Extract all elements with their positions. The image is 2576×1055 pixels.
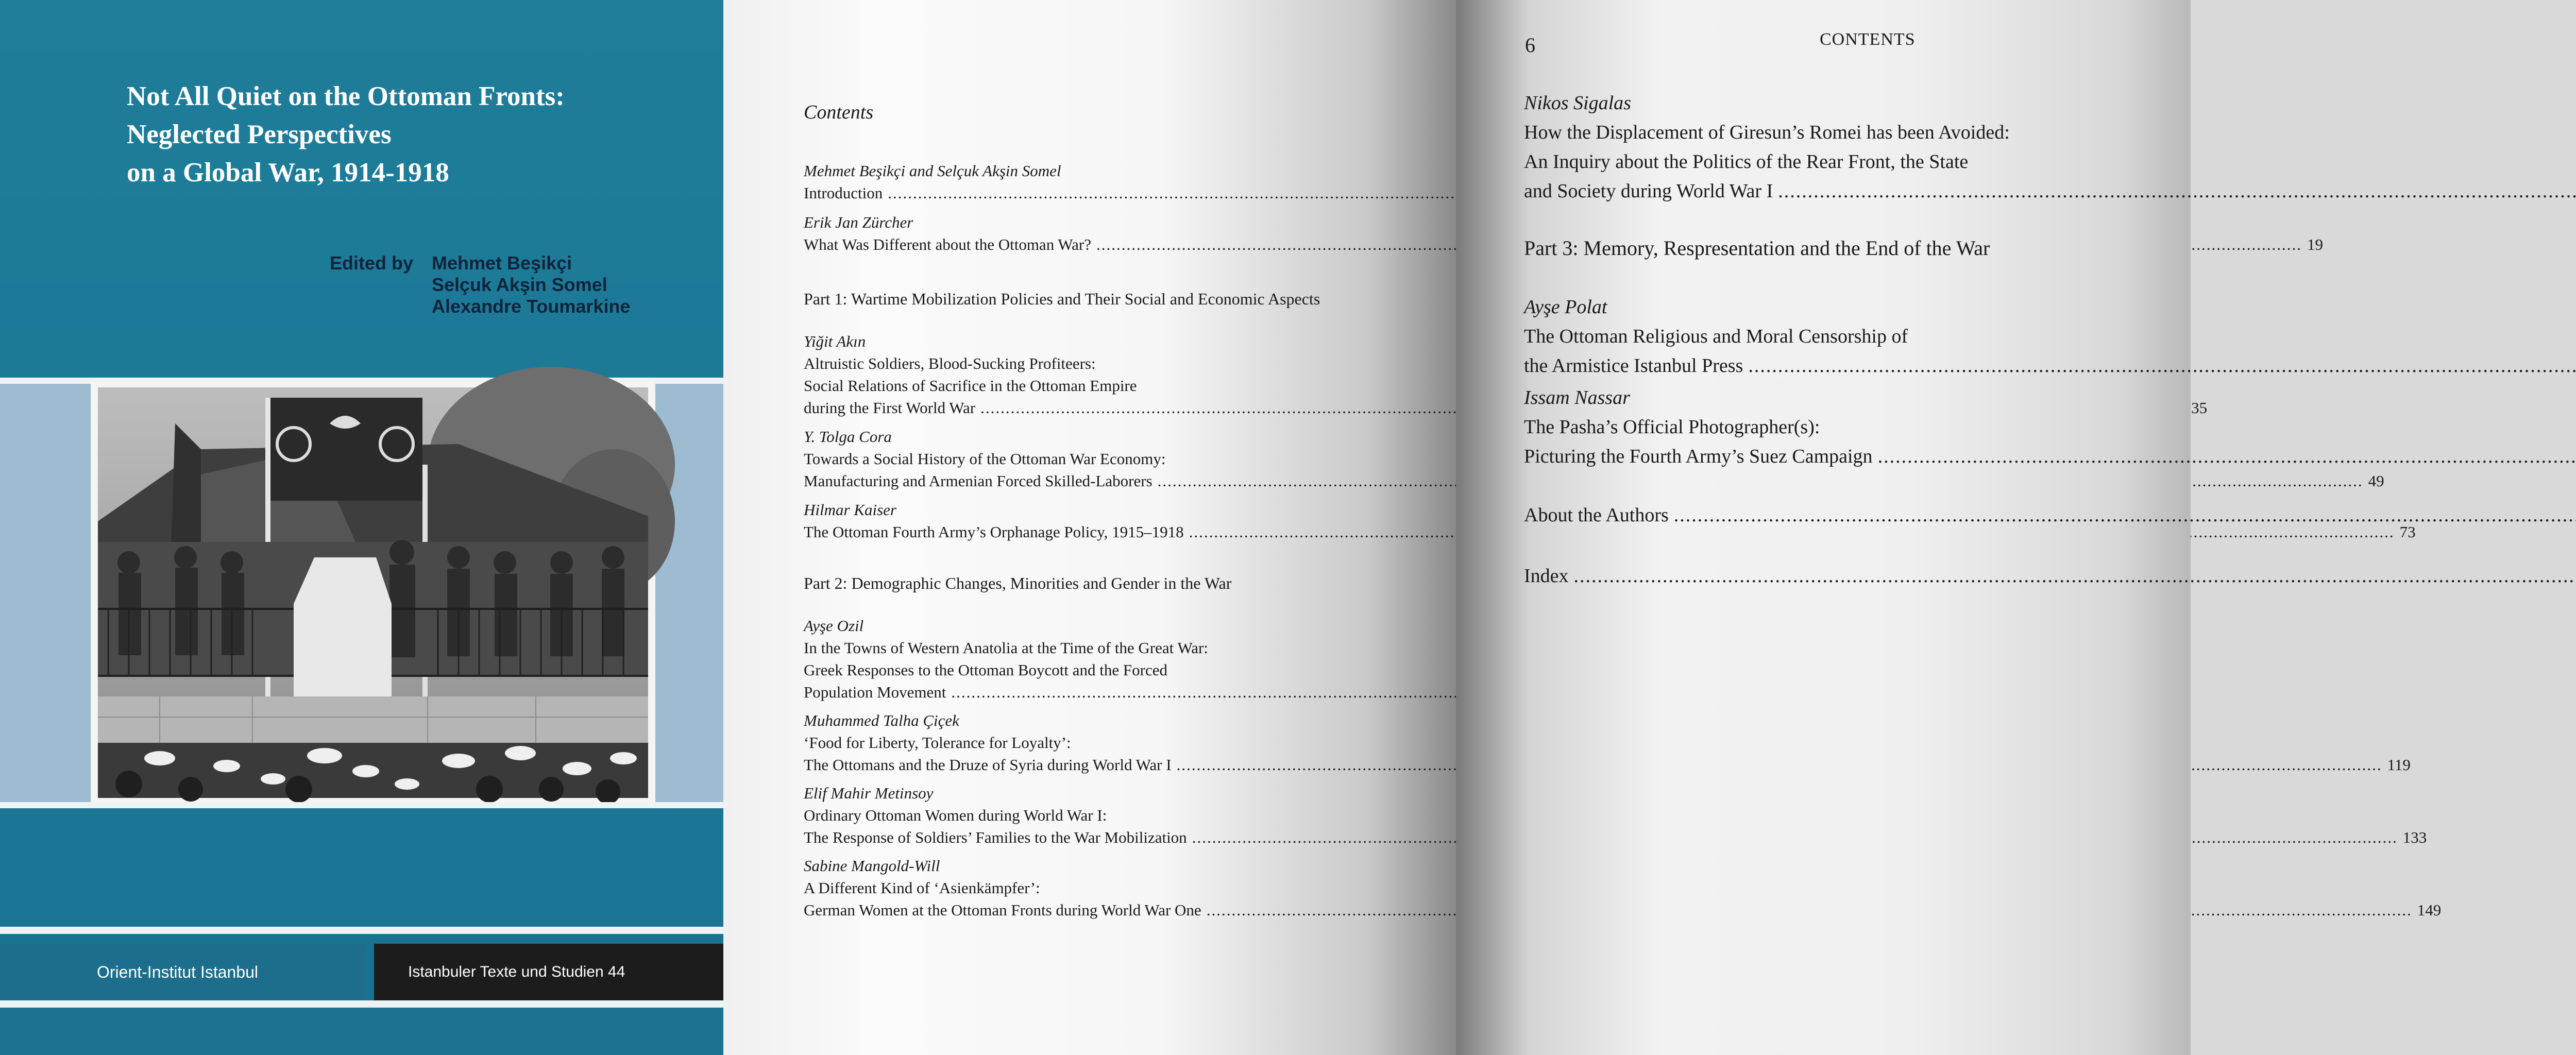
toc-entry: [1524, 293, 2175, 381]
cover-title: [127, 77, 693, 192]
toc-author: Hilmar Kaiser: [804, 501, 896, 519]
part-heading: Part 1: Wartime Mobilization Policies and Their Social and Economic Aspects: [804, 290, 1320, 308]
toc-title-line: A Different Kind of ‘Asienkämpfer’:: [804, 879, 1040, 897]
editor-name: Alexandre Toumarkine: [432, 296, 631, 317]
toc-title: the Armistice Istanbul Press: [1524, 355, 1743, 377]
toc-entry: [1524, 501, 2175, 530]
toc-author: Elif Mahir Metinsoy: [804, 784, 934, 802]
toc-page-right: [1456, 0, 2191, 1055]
page-number: 6: [1525, 33, 1535, 57]
toc-title-line: ‘Food for Liberty, Tolerance for Loyalty’:: [804, 734, 1071, 752]
toc-author: Sabine Mangold-Will: [804, 857, 940, 875]
dot-leader: [1748, 351, 2576, 381]
publisher-name: Orient-Institut Istanbul: [97, 962, 259, 981]
editor-name: Mehmet Beşikçi: [432, 252, 572, 274]
dot-leader: [1878, 442, 2576, 471]
edited-by-label: Edited by: [330, 252, 414, 274]
photo-image: [98, 387, 648, 798]
toc-title: Index: [1524, 565, 1569, 587]
editor-list: [432, 252, 630, 317]
toc-title: Introduction: [804, 184, 883, 202]
cover-bottom-band: [0, 1008, 723, 1055]
part-heading: Part 3: Memory, Respresentation and the End of the War: [1524, 236, 1990, 260]
toc-page-number: 133: [2402, 828, 2427, 846]
part-heading: Part 2: Demographic Changes, Minorities and Gender in the War: [804, 574, 1232, 592]
contents-heading: Contents: [804, 101, 874, 123]
toc-title-line: In the Towns of Western Anatolia at the Time of the Great War:: [804, 639, 1208, 657]
toc-entry: [1524, 383, 2175, 471]
cover-stripe: [0, 802, 723, 808]
toc-author: Ayşe Polat: [1524, 296, 1607, 318]
toc-author: Ayşe Ozil: [804, 617, 864, 635]
toc-page-number: 119: [2387, 756, 2411, 774]
toc-author: Nikos Sigalas: [1524, 92, 1631, 114]
toc-author: Erik Jan Zürcher: [804, 213, 913, 231]
cover-title-line: Neglected Perspectives: [127, 120, 392, 149]
toc-title-line: How the Displacement of Giresun’s Romei has been Avoided:: [1524, 122, 2010, 143]
toc-title: The Ottomans and the Druze of Syria during World War I: [804, 756, 1172, 774]
toc-page-number: 149: [2417, 901, 2442, 919]
toc-title: and Society during World War I: [1524, 180, 1773, 202]
toc-title: German Women at the Ottoman Fronts during World War One: [804, 901, 1201, 919]
series-name: Istanbuler Texte und Studien 44: [408, 963, 625, 980]
dot-leader: [1674, 501, 2576, 530]
cover-lower-band: [0, 808, 723, 927]
toc-title: during the First World War: [804, 399, 976, 417]
toc-entry: [1524, 89, 2175, 206]
dot-leader: [1778, 177, 2576, 206]
running-header: CONTENTS: [1820, 30, 1916, 49]
toc-title: What Was Different about the Ottoman War?: [804, 235, 1091, 253]
toc-page-number: 73: [2399, 523, 2416, 541]
toc-title-line: Greek Responses to the Ottoman Boycott and the Forced: [804, 661, 1167, 679]
toc-title: Picturing the Fourth Army’s Suez Campaign: [1524, 446, 1873, 467]
cover-title-line: on a Global War, 1914-1918: [127, 158, 449, 188]
dot-leader: [1574, 561, 2576, 591]
toc-title-line: Altruistic Soldiers, Blood-Sucking Profiteers:: [804, 354, 1096, 372]
toc-author: Issam Nassar: [1524, 387, 1630, 409]
toc-title-line: An Inquiry about the Politics of the Rear Front, the State: [1524, 151, 1969, 173]
cover-band: [0, 934, 723, 944]
editor-name: Selçuk Akşin Somel: [432, 274, 607, 295]
toc-author: Yiğit Akın: [804, 332, 866, 350]
toc-author: Mehmet Beşikçi and Selçuk Akşin Somel: [804, 162, 1061, 180]
toc-title: Manufacturing and Armenian Forced Skilled-Laborers: [804, 472, 1153, 490]
toc-title-line: Towards a Social History of the Ottoman War Economy:: [804, 450, 1166, 468]
cover-stripe: [0, 927, 723, 934]
toc-title: The Ottoman Fourth Army’s Orphanage Policy, 1915–1918: [804, 523, 1184, 541]
toc-title-line: The Pasha’s Official Photographer(s):: [1524, 416, 1820, 438]
series-box: [374, 944, 723, 1000]
toc-title-line: The Ottoman Religious and Moral Censorship of: [1524, 326, 1908, 347]
cover-stripe: [0, 1000, 723, 1008]
book-cover: [0, 0, 723, 1055]
toc-title-line: Ordinary Ottoman Women during World War I:: [804, 806, 1107, 824]
toc-title: The Response of Soldiers’ Families to the War Mobilization: [804, 828, 1187, 846]
toc-author: Y. Tolga Cora: [804, 428, 892, 446]
publisher-box: [0, 944, 365, 1000]
toc-page-number: 49: [2368, 472, 2384, 490]
toc-page-number: 19: [2307, 235, 2323, 253]
toc-title-line: Social Relations of Sacrifice in the Ottoman Empire: [804, 377, 1137, 395]
toc-title: About the Authors: [1524, 504, 1669, 526]
toc-author: Muhammed Talha Çiçek: [804, 711, 959, 729]
historical-photo: [98, 387, 648, 798]
toc-title: Population Movement: [804, 683, 946, 701]
toc-page-number: 35: [2191, 399, 2208, 417]
cover-title-line: Not All Quiet on the Ottoman Fronts:: [127, 81, 565, 111]
toc-entry: [1524, 561, 2175, 591]
